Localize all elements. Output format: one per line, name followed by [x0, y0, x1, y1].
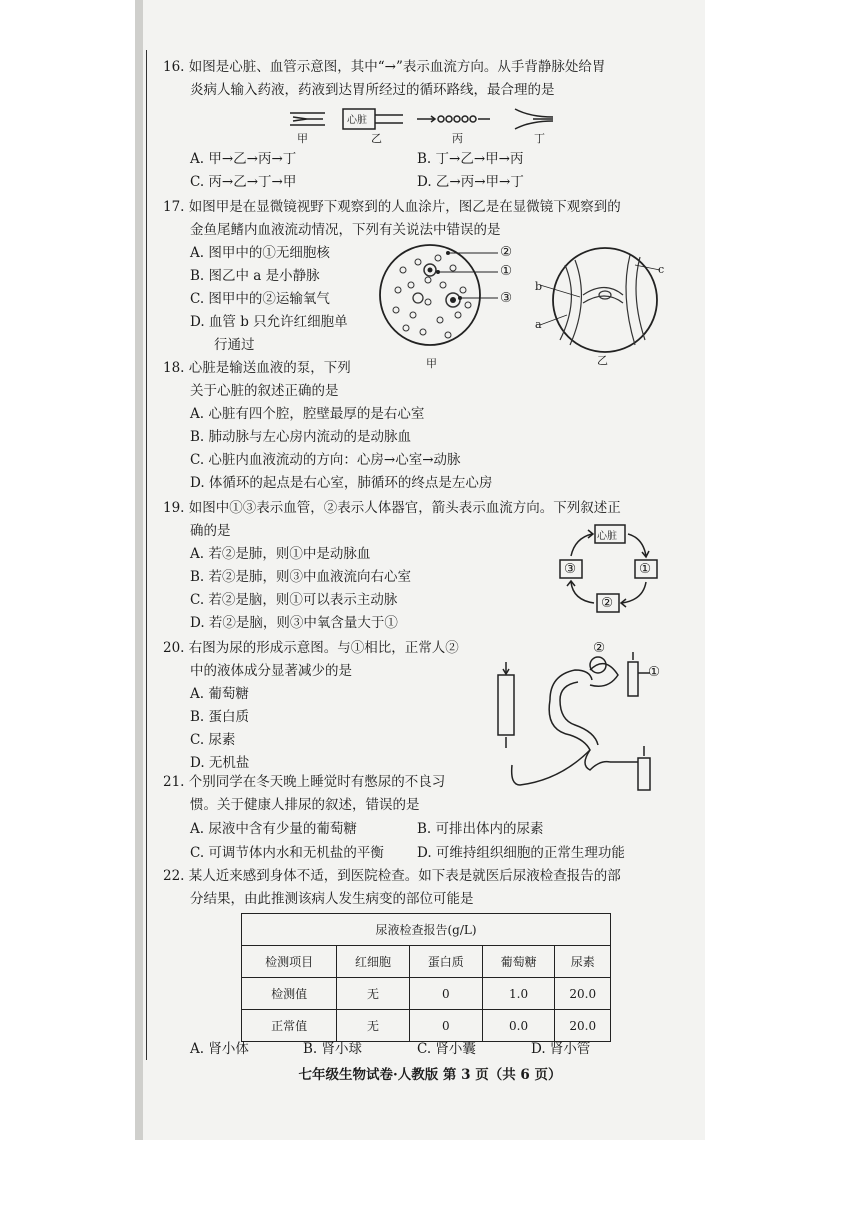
q19-option-a: A. 若②是肺，则①中是动脉血: [190, 546, 371, 562]
q19-label-2: ②: [601, 595, 614, 611]
q16-option-a: A. 甲→乙→丙→丁: [190, 151, 297, 167]
q17-label-1: ①: [500, 263, 513, 279]
q20-label-1: ①: [648, 664, 661, 680]
q17-blood-smear-diagram: [378, 240, 508, 355]
table-cell: 检测值: [242, 978, 337, 1010]
q21-stem-line1: 21. 个别同学在冬天晚上睡觉时有憋尿的不良习: [163, 774, 446, 790]
q17-option-d-line2: 行通过: [214, 337, 255, 353]
paper-edge-shadow: [135, 0, 143, 1140]
q16-label-heart: 心脏: [347, 115, 367, 126]
q17-stem-line1: 17. 如图甲是在显微镜视野下观察到的人血涂片，图乙是在显微镜下观察到的: [163, 199, 621, 215]
page-footer: 七年级生物试卷·人教版 第 3 页（共 6 页）: [298, 1067, 562, 1083]
q19-option-d: D. 若②是脑，则③中氧含量大于①: [190, 615, 398, 631]
urine-report-table: [241, 913, 611, 1042]
q17-label-jia: 甲: [426, 357, 437, 370]
q21-option-c: C. 可调节体内水和无机盐的平衡: [190, 845, 384, 861]
margin-line: [146, 50, 147, 1060]
q19-label-3: ③: [564, 561, 577, 577]
q20-option-b: B. 蛋白质: [190, 709, 250, 725]
table-cell: 1.0: [482, 978, 555, 1010]
q16-stem-line1: 16. 如图是心脏、血管示意图，其中“→”表示血流方向。从手背静脉处给胃: [163, 59, 606, 75]
q21-stem-line2: 惯。关于健康人排尿的叙述，错误的是: [190, 797, 420, 813]
q18-stem-line2: 关于心脏的叙述正确的是: [190, 383, 339, 399]
q17-label-3: ③: [500, 290, 513, 306]
q17-option-b: B. 图乙中 a 是小静脉: [190, 268, 320, 284]
q22-option-b: B. 肾小球: [303, 1041, 363, 1057]
q17-option-d-line1: D. 血管 b 只允许红细胞单: [190, 314, 348, 330]
q21-option-a: A. 尿液中含有少量的葡萄糖: [190, 821, 357, 837]
q22-stem-line2: 分结果，由此推测该病人发生病变的部位可能是: [190, 891, 474, 907]
q16-label-yi: 乙: [371, 132, 382, 145]
table-title: 尿液检查报告(g/L): [242, 914, 611, 946]
q20-stem-line1: 20. 右图为尿的形成示意图。与①相比，正常人②: [163, 640, 459, 656]
q16-label-bing: 丙: [452, 132, 463, 145]
table-header: 尿素: [555, 946, 611, 978]
q20-option-a: A. 葡萄糖: [190, 686, 249, 702]
table-cell: 无: [337, 1010, 410, 1042]
table-header-row: [242, 946, 611, 978]
q18-option-a: A. 心脏有四个腔，腔壁最厚的是右心室: [190, 406, 425, 422]
q22-stem-line1: 22. 某人近来感到身体不适，到医院检查。如下表是就医后尿液检查报告的部: [163, 868, 621, 884]
table-cell: 20.0: [555, 1010, 611, 1042]
q17-label-yi: 乙: [597, 354, 608, 367]
q20-option-d: D. 无机盐: [190, 755, 250, 771]
table-cell: 0: [409, 978, 482, 1010]
q16-option-c: C. 丙→乙→丁→甲: [190, 174, 297, 190]
q17-label-b: b: [535, 280, 543, 293]
q17-label-2: ②: [500, 244, 513, 260]
table-header: 检测项目: [242, 946, 337, 978]
q20-nephron-diagram: [490, 640, 665, 795]
q16-label-jia: 甲: [297, 132, 308, 145]
q17-label-c: c: [658, 263, 665, 276]
table-header: 葡萄糖: [482, 946, 555, 978]
table-cell: 无: [337, 978, 410, 1010]
q19-option-b: B. 若②是肺，则③中血液流向右心室: [190, 569, 412, 585]
q17-fish-tail-vessel-diagram: [535, 245, 665, 360]
table-header: 蛋白质: [409, 946, 482, 978]
q19-stem-line2: 确的是: [190, 523, 231, 539]
table-header: 红细胞: [337, 946, 410, 978]
q17-label-a: a: [535, 318, 542, 331]
q16-stem-line2: 炎病人输入药液，药液到达胃所经过的循环路线，最合理的是: [190, 82, 555, 98]
q20-option-c: C. 尿素: [190, 732, 236, 748]
q19-option-c: C. 若②是脑，则①可以表示主动脉: [190, 592, 398, 608]
q21-option-b: B. 可排出体内的尿素: [417, 821, 544, 837]
q18-option-d: D. 体循环的起点是右心室，肺循环的终点是左心房: [190, 475, 493, 491]
q18-stem-line1: 18. 心脏是输送血液的泵，下列: [163, 360, 351, 376]
table-cell: 20.0: [555, 978, 611, 1010]
q22-option-d: D. 肾小管: [531, 1041, 591, 1057]
q18-option-b: B. 肺动脉与左心房内流动的是动脉血: [190, 429, 412, 445]
q22-option-c: C. 肾小囊: [417, 1041, 476, 1057]
table-row: [242, 1010, 611, 1042]
q17-stem-line2: 金鱼尾鳍内血液流动情况，下列有关说法中错误的是: [190, 222, 501, 238]
q16-label-ding: 丁: [534, 132, 545, 145]
table-cell: 0.0: [482, 1010, 555, 1042]
table-cell: 0: [409, 1010, 482, 1042]
q19-stem-line1: 19. 如图中①③表示血管，②表示人体器官，箭头表示血流方向。下列叙述正: [163, 500, 621, 516]
q16-option-b: B. 丁→乙→甲→丙: [417, 151, 524, 167]
q18-option-c: C. 心脏内血液流动的方向：心房→心室→动脉: [190, 452, 461, 468]
q16-option-d: D. 乙→丙→甲→丁: [417, 174, 524, 190]
q17-option-c: C. 图甲中的②运输氧气: [190, 291, 330, 307]
table-cell: 正常值: [242, 1010, 337, 1042]
q16-vessel-diagram: [285, 105, 575, 145]
q19-label-heart: 心脏: [597, 531, 617, 542]
q17-option-a: A. 图甲中的①无细胞核: [190, 245, 330, 261]
q20-stem-line2: 中的液体成分显著减少的是: [190, 663, 352, 679]
q21-option-d: D. 可维持组织细胞的正常生理功能: [417, 845, 625, 861]
table-row: [242, 978, 611, 1010]
q20-label-2: ②: [593, 640, 606, 656]
q19-label-1: ①: [639, 561, 652, 577]
q22-option-a: A. 肾小体: [190, 1041, 249, 1057]
